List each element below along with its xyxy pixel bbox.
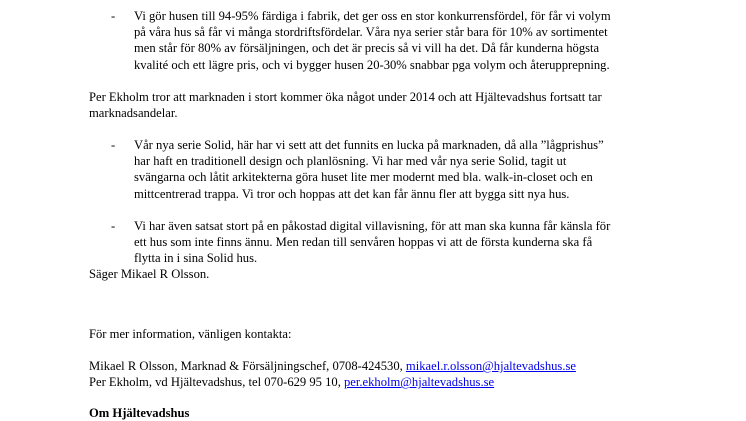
text-line: ett hus som inte finns ännu. Men redan till senvåren hoppas vi att de första kunderna ska få [134,235,593,250]
text-line: svängarna och låtit arkitekterna göra huset lite mer modernt med bla. walk-in-closet och en [134,170,593,185]
text-line: Per Ekholm tror att marknaden i stort kommer öka något under 2014 och att Hjältevadshus fortsatt tar [89,90,602,104]
text-line: marknadsandelar. [89,106,178,121]
text-line: kvalité och ett lägre pris, och vi bygger husen 20-30% snabbar pga volym och återupprepning. [134,57,610,72]
bullet-item-digital-viewing [134,218,654,267]
bullet-marker: - [111,9,116,23]
about-heading: Om Hjältevadshus [89,406,190,420]
text-line: Vi har även satsat stort på en påkostad digital villavisning, för att man ska kunna får känsla för [134,219,611,233]
contact-intro [89,326,669,342]
text-line: men står för 80% av försäljningen, och det är precis så vi vill ha det. Då får kunderna högsta [134,41,600,56]
text-line: mittcentrerad trappa. Vi tror och hoppas att det kan får ännu fler att bygga sitt nya hus. [134,186,570,201]
text-line: Vi gör husen till 94-95% färdiga i fabrik, det ger oss en stor konkurrensfördel, för får vi volym [134,9,611,23]
bullet-marker: - [111,138,116,152]
contact-details: Mikael R Olsson, Marknad & Försäljningschef, 0708-424530, [89,359,406,373]
text-line: För mer information, vänligen kontakta: [89,327,292,341]
email-link-mikael[interactable]: mikael.r.olsson@hjaltevadshus.se [405,359,576,373]
email-link-per[interactable]: per.ekholm@hjaltevadshus.se [344,375,495,390]
contact-details: Per Ekholm, vd Hjältevadshus, tel 070-629 95 10, [89,375,344,390]
paragraph-market-outlook [89,89,669,121]
text-line: Vår nya serie Solid, här har vi sett att det funnits en lucka på marknaden, då alla ”lågprishus” [134,138,604,152]
contact-row [89,358,669,374]
text-line: flytta in i sina Solid hus. [134,251,258,266]
bullet-marker: - [111,219,116,233]
bullet-item-solid-series [134,137,654,202]
text-line: Säger Mikael R Olsson. [89,267,210,281]
closing-line [89,266,669,282]
contact-list [89,358,669,390]
bullet-item-factory [134,8,654,73]
contact-row [89,374,669,390]
text-line: har haft en traditionell design och planlösning. Vi har med vår nya serie Solid, tagit ut [134,154,567,169]
text-line: på våra hus så får vi många stordriftsfördelar. Våra nya serier står bara för 10% av sortimentet [134,25,608,40]
